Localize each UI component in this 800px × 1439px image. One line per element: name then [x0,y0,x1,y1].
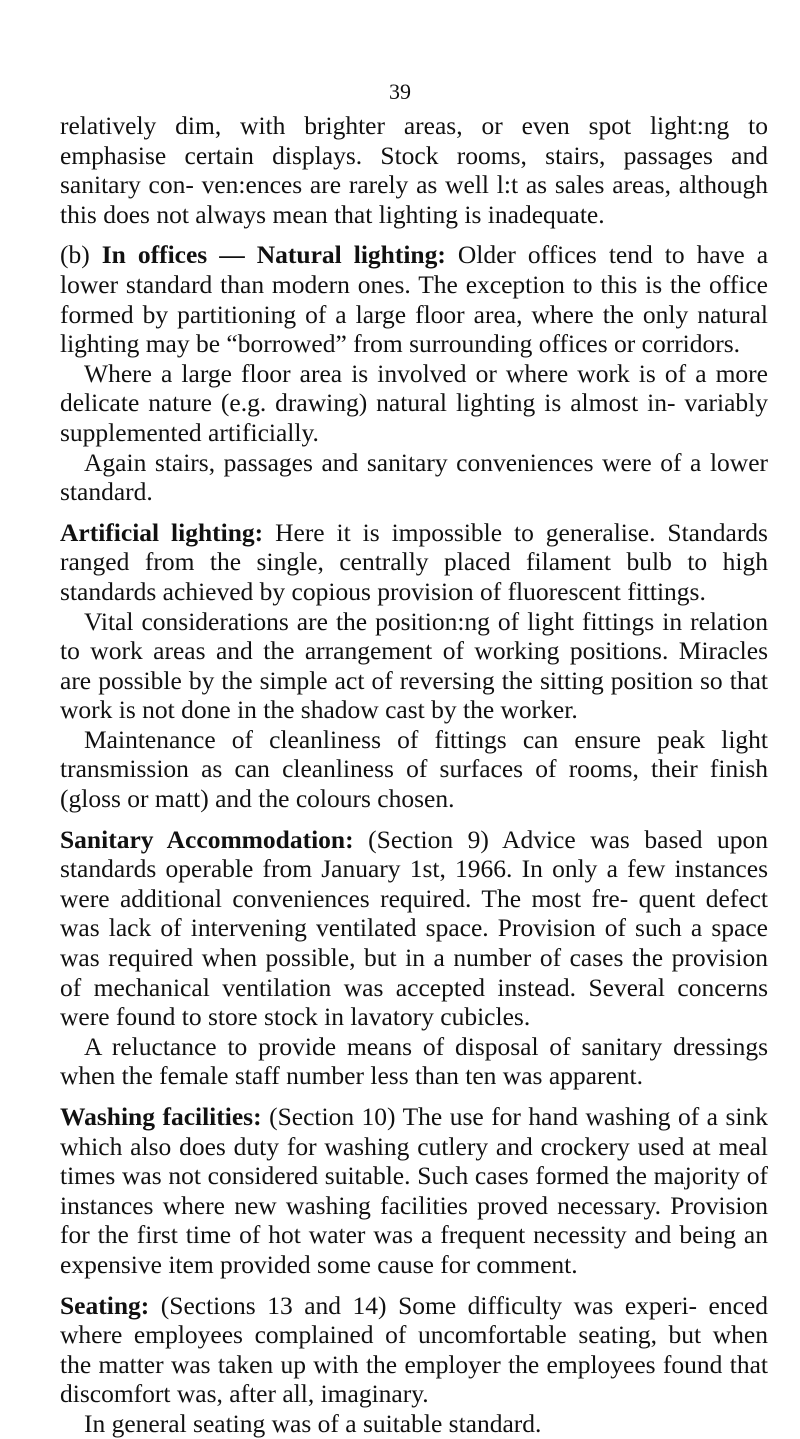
paragraph-text: In general seating was of a suitable standard. [84,1408,542,1438]
section-label: (b) [60,240,102,270]
paragraph-text: Older offices tend to have a lower standard than modern ones. The exception to this is the office formed by partitioning of a large floor area, where the only natural lighting may be “borrowed” from surrounding offices or corridors. [60,240,769,359]
paragraph-sanitary-accommodation [60,825,768,1032]
paragraph [60,111,768,229]
section-heading: Washing facilities: [60,1102,262,1131]
paragraph-washing-facilities [60,1102,768,1280]
paragraph-artificial-lighting [60,518,768,607]
paragraph [60,359,768,448]
paragraph-text: Maintenance of cleanliness of fittings can ensure peak light transmission as can cleanliness of surfaces of rooms, their finish (gloss or matt) and the colours chosen. [60,724,768,814]
section-heading: Artificial lighting: [60,517,264,547]
page-number: 39 [389,79,411,104]
paragraph-text: (Sections 13 and 14) Some difficulty was experi- enced where employees complained of uncomfortable seating, but when the matter was taken up with the employer the employees found that discomfort was, after all, imaginary. [60,1290,768,1409]
body-text [60,111,768,1439]
section-heading: Seating: [60,1290,150,1320]
paragraph [60,1032,768,1091]
paragraph-text: A reluctance to provide means of disposal of sanitary dressings when the female staff number less than ten was apparent. [60,1031,768,1091]
paragraph [60,1409,768,1439]
section-heading: Sanitary Accommodation: [60,824,354,854]
paragraph-text: Vital considerations are the position:ng of light fittings in relation to work areas and the arrangement of working positions. Miracles are possible by the simple act of reversing the sitting position so that work is not done in the shadow cast by the worker. [60,606,768,725]
paragraph-text: Again stairs, passages and sanitary conveniences were of a lower standard. [60,447,768,507]
paragraph-text: (Section 10) The use for hand washing of a sink which also does duty for washing cutlery and crockery used at meal times was not considered suitable. Such cases formed the majority of instances where new washing facilities proved necessary. Provision for the first time of hot water was a frequent necessity and being an expensive item provided some cause for comment. [60,1102,769,1279]
paragraph-text: Here it is impossible to generalise. Standards ranged from the single, centrally placed filament bulb to high standards achieved by copious provision of fluorescent fittings. [60,517,768,606]
paragraph [60,725,768,814]
paragraph-text: Where a large floor area is involved or where work is of a more delicate nature (e.g. drawing) natural lighting is almost in- variably supplemented artificially. [60,358,768,447]
paragraph [60,448,768,507]
paragraph-text: (Section 9) Advice was based upon standards operable from January 1st, 1966. In only a few instances were additional conveniences required. The most fre- quent defect was lack of intervening ventilated space. Provision of such a space was required when possible, but in a number of cases the provision of mechanical ventilation was accepted instead. Several concerns were found to store stock in lavatory cubicles. [60,824,768,1032]
paragraph-offices [60,240,768,358]
paragraph-text: relatively dim, with brighter areas, or even spot light:ng to emphasise certain displays. Stock rooms, stairs, passages and sanitary con- ven:ences are rarely as well l:t as sales areas, although this does not always mean that lighting is inadequate. [60,111,768,229]
section-heading: In offices — Natural lighting: [101,240,446,270]
paragraph-seating [60,1291,768,1409]
paragraph [60,607,768,725]
